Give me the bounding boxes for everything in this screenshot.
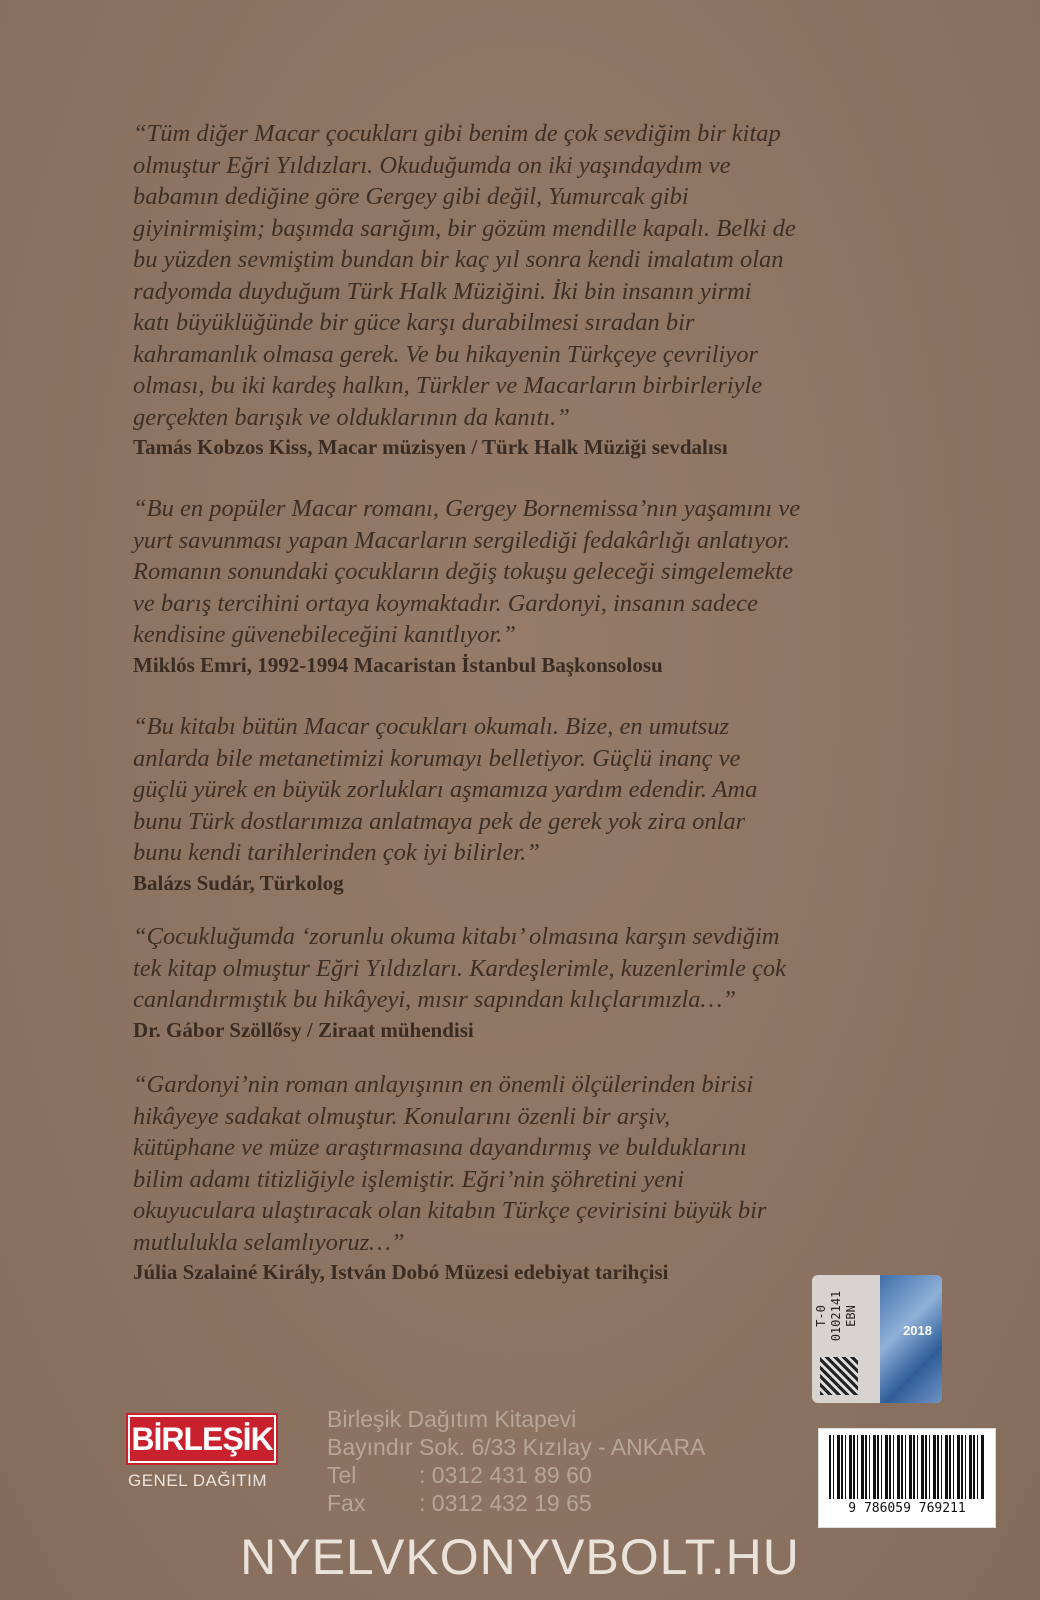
- publisher-name: Birleşik Dağıtım Kitapevi: [327, 1406, 577, 1432]
- quote-block: [133, 1069, 766, 1286]
- quote-block: [133, 493, 800, 679]
- quote-block: [133, 711, 757, 897]
- quote-author: Tamás Kobzos Kiss, Macar müzisyen / Türk Halk Müziği sevdalısı: [133, 435, 728, 459]
- tel-value: : 0312 431 89 60: [419, 1462, 592, 1488]
- quote-text: “Çocukluğumda ‘zorunlu okuma kitabı’ olmasına karşın sevdiğim tek kitap olmuştur Eğri Yıldızları. Kardeşlerimle, kuzenlerimle çok canlandırmıştık bu hikâyeyi, mısır sapından kılıçlarımızla…”: [133, 923, 787, 1013]
- quote-author: Balázs Sudár, Türkolog: [133, 870, 344, 895]
- quote-text: “Gardonyi’nin roman anlayışının en önemli ölçülerinden birisi hikâyeye sadakat olmuştur. Konularını özenli bir arşiv, kütüphane ve müze araştırmasına dayandırmış ve bulduklarını bilim adamı titizliğiyle işlemiştir. Eğri’nin şöhretini yeni okuyuculara ulaştıracak olan kitabın Türkçe çevirisini büyük bir mutlulukla selamlıyoruz…”: [133, 1071, 767, 1256]
- tel-label: Tel: [327, 1462, 357, 1488]
- barcode-icon: [829, 1435, 985, 1499]
- quote-text: “Bu kitabı bütün Macar çocukları okumalı. Bize, en umutsuz anlarda bile metanetimizi korumayı belletiyor. Güçlü inanç ve güçlü yürek en büyük zorlukları aşmamıza yardım edendir. Ama bunu Türk dostlarımıza anlatmaya pek de gerek yok zira onlar bunu kendi tarihlerinden çok iyi bilirler.”: [133, 713, 758, 866]
- publisher-address: Bayındır Sok. 6/33 Kızılay - ANKARA: [327, 1434, 706, 1460]
- publisher-fax: [327, 1489, 705, 1517]
- quote-block: [133, 921, 786, 1044]
- isbn-barcode: [818, 1428, 996, 1528]
- quote-author: Miklós Emri, 1992-1994 Macaristan İstanbul Başkonsolosu: [133, 652, 663, 677]
- qr-code-icon: [820, 1357, 858, 1395]
- logo-subtitle: GENEL DAĞITIM: [128, 1471, 268, 1490]
- quote-author: Júlia Szalainé Király, István Dobó Müzesi edebiyat tarihçisi: [133, 1260, 669, 1284]
- quote-block: [133, 118, 796, 461]
- publisher-logo: [128, 1415, 280, 1491]
- fax-value: : 0312 432 19 65: [419, 1490, 592, 1516]
- sticker-code: T-0 0102141 EBN: [814, 1290, 858, 1342]
- publisher-info: [327, 1405, 705, 1517]
- sticker-year: 2018: [903, 1323, 932, 1338]
- barcode-number: 9 786059 769211: [848, 1501, 966, 1516]
- hologram-sticker: [812, 1275, 942, 1403]
- fax-label: Fax: [327, 1490, 366, 1516]
- watermark: NYELVKONYVBOLT.HU: [240, 1529, 800, 1585]
- quote-author: Dr. Gábor Szöllősy / Ziraat mühendisi: [133, 1017, 474, 1042]
- quote-text: “Bu en popüler Macar romanı, Gergey Bornemissa’nın yaşamını ve yurt savunması yapan Macarların sergilediği fedakârlığı anlatıyor. Romanın sonundaki çocukların değiş tokuşu geleceği simgelemekte ve barış tercihini ortaya koymaktadır. Gardonyi, insanın sadece kendisine güvenebileceğini kanıtlıyor.”: [133, 495, 801, 648]
- publisher-tel: [327, 1461, 705, 1489]
- logo-name: BİRLEŞİK: [128, 1415, 276, 1463]
- quote-text: “Tüm diğer Macar çocukları gibi benim de çok sevdiğim bir kitap olmuştur Eğri Yıldızları. Okuduğumda on iki yaşındaydım ve babamın dediğine göre Gergey gibi değil, Yumurcak gibi giyinirmişim; başımda sarığım, bir gözüm mendille kapalı. Belki de bu yüzden sevmiştim bundan bir kaç yıl sonra kendi imalatım olan radyomda duyduğum Türk Halk Müziğini. İki bin insanın yirmi katı büyüklüğünde bir güce karşı durabilmesi sıradan bir kahramanlık olmasa gerek. Ve bu hikayenin Türkçeye çevriliyor olması, bu iki kardeş halkın, Türkler ve Macarların birbirleriyle gerçekten barışık ve olduklarının da kanıtı.”: [133, 120, 796, 431]
- hologram-icon: [880, 1275, 942, 1403]
